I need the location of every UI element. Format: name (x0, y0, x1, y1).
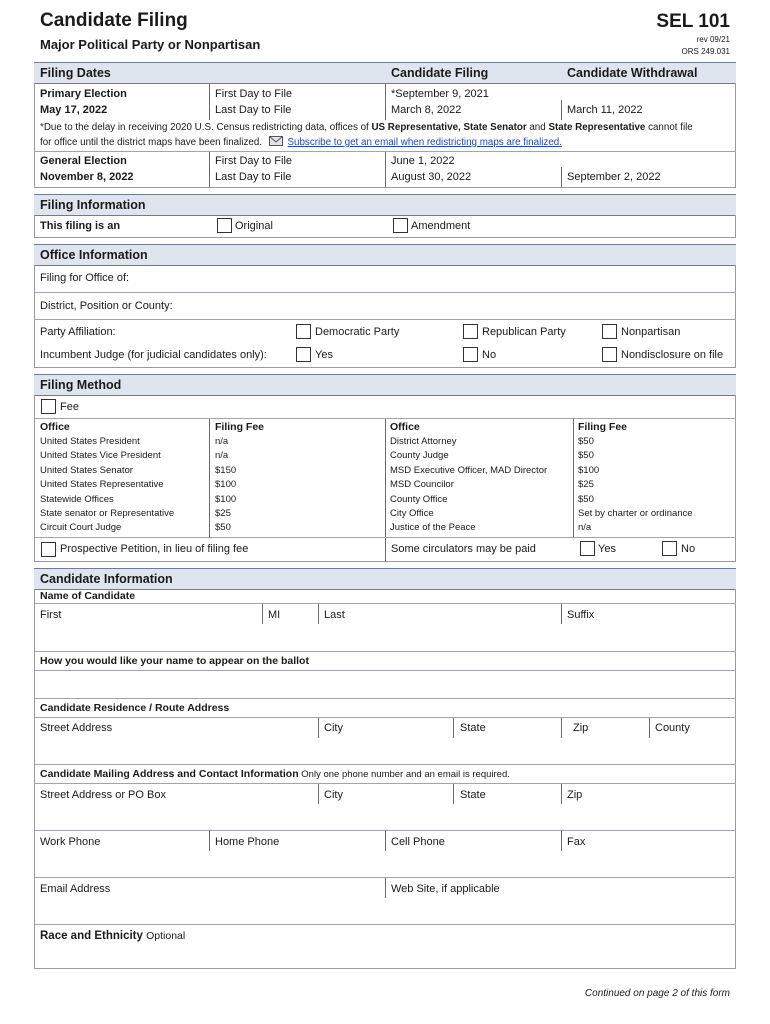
fee-office-left: United States Vice President (40, 450, 161, 462)
fee-amount-right: $50 (578, 450, 594, 462)
general-last-day-label: Last Day to File (215, 171, 292, 183)
work-phone-field[interactable]: Work Phone (40, 836, 101, 848)
fee-office-right: County Judge (390, 450, 449, 462)
nonpartisan-checkbox[interactable] (602, 324, 617, 339)
subscribe-link[interactable]: Subscribe to get an email when redistricting maps are finalized. (287, 137, 562, 148)
ballot-name-input[interactable] (40, 674, 730, 696)
circulators-yes-checkbox[interactable] (580, 541, 595, 556)
party-affiliation-label: Party Affiliation: (40, 326, 116, 338)
fee-amount-left: $150 (215, 464, 237, 476)
petition-checkbox[interactable] (41, 542, 56, 557)
candidate-information-title: Candidate Information (40, 572, 173, 586)
middle-initial-field[interactable]: MI (268, 609, 281, 621)
fee-amount-right: n/a (578, 522, 592, 534)
fee-office-left: United States President (40, 436, 140, 447)
office-field[interactable]: Filing for Office of: (40, 272, 130, 284)
residence-state-field[interactable]: State (460, 722, 486, 734)
general-election-date: November 8, 2022 (40, 171, 134, 183)
fee-office-right: MSD Executive Officer, MAD Director (390, 464, 548, 476)
nondisclosure-checkbox[interactable] (602, 347, 617, 362)
democratic-label: Democratic Party (315, 326, 400, 338)
first-name-field[interactable]: First (40, 609, 62, 621)
mailing-address-label: Candidate Mailing Address and Contact Information Only one phone number and an email is required. (40, 768, 510, 780)
fee-amount-right: $50 (578, 436, 594, 447)
filing-dates-header (34, 62, 736, 84)
fee-amount-left: n/a (215, 436, 229, 447)
name-of-candidate-label: Name of Candidate (40, 590, 136, 602)
original-checkbox[interactable] (217, 218, 232, 233)
candidate-filing-col: Candidate Filing (391, 66, 489, 80)
fee-col-right: Filing Fee (578, 421, 628, 433)
fax-field[interactable]: Fax (567, 836, 586, 848)
suffix-field[interactable]: Suffix (567, 609, 595, 621)
fee-amount-left: $25 (215, 508, 231, 519)
mailing-zip-field[interactable]: Zip (567, 789, 583, 801)
residence-zip-field[interactable]: Zip (573, 722, 589, 734)
office-information-header (34, 244, 736, 266)
primary-election-date: May 17, 2022 (40, 104, 108, 116)
filing-information-row (34, 215, 736, 238)
circulators-yes-label: Yes (598, 543, 616, 555)
judge-yes-label: Yes (315, 349, 333, 361)
district-field[interactable]: District, Position or County: (40, 300, 173, 312)
fee-office-left: United States Senator (40, 464, 133, 476)
fee-office-right: MSD Councilor (390, 479, 454, 491)
form-statute: ORS 249.031 (681, 47, 730, 56)
circulators-label: Some circulators may be paid (391, 543, 536, 555)
last-name-field[interactable]: Last (324, 609, 345, 621)
fee-checkbox[interactable] (41, 399, 56, 414)
redistricting-note: *Due to the delay in receiving 2020 U.S. Census redistricting data, offices of US Representative, State Senator and State Representative cannot file (40, 122, 693, 133)
office-information-title: Office Information (40, 248, 148, 262)
nondisclosure-label: Nondisclosure on file (621, 349, 724, 361)
filing-method-header (34, 374, 736, 396)
home-phone-field[interactable]: Home Phone (215, 836, 280, 848)
filing-type-label: This filing is an (40, 220, 121, 232)
circulators-no-label: No (681, 543, 696, 555)
continued-note: Continued on page 2 of this form (584, 988, 730, 999)
fee-office-right: Justice of the Peace (390, 522, 476, 534)
general-first-day: June 1, 2022 (391, 155, 455, 167)
form-id: SEL 101 (656, 11, 730, 32)
primary-first-day: *September 9, 2021 (391, 88, 489, 100)
fee-amount-right: $100 (578, 464, 600, 476)
website-field[interactable]: Web Site, if applicable (391, 883, 500, 895)
race-ethnicity-label: Race and Ethnicity Optional (40, 930, 186, 942)
nonpartisan-label: Nonpartisan (621, 326, 681, 338)
primary-first-day-label: First Day to File (215, 88, 293, 100)
judge-yes-checkbox[interactable] (296, 347, 311, 362)
filing-information-header (34, 194, 736, 216)
ballot-name-label: How you would like your name to appear on the ballot (40, 655, 309, 667)
residence-street-field[interactable]: Street Address (40, 722, 113, 734)
fee-amount-right: $50 (578, 493, 594, 505)
fee-office-right: District Attorney (390, 436, 457, 447)
residence-address-label: Candidate Residence / Route Address (40, 702, 230, 714)
redistricting-note-line2: for office until the district maps have been finalized. Subscribe to get an email when redistricting maps are finalized. (40, 137, 562, 148)
mailing-state-field[interactable]: State (460, 789, 486, 801)
office-col-left: Office (40, 421, 70, 433)
amendment-checkbox[interactable] (393, 218, 408, 233)
general-last-day: August 30, 2022 (391, 171, 472, 183)
fee-amount-right: $25 (578, 479, 594, 491)
form-subtitle: Major Political Party or Nonpartisan (40, 37, 261, 52)
filing-dates-title: Filing Dates (40, 66, 111, 80)
fee-amount-left: n/a (215, 450, 229, 462)
fee-office-right: County Office (390, 493, 448, 505)
mailing-street-field[interactable]: Street Address or PO Box (40, 789, 166, 801)
filing-method-title: Filing Method (40, 378, 122, 392)
fee-office-left: State senator or Representative (40, 508, 175, 519)
fee-col-left: Filing Fee (215, 421, 265, 433)
republican-label: Republican Party (482, 326, 566, 338)
primary-last-day: March 8, 2022 (391, 104, 462, 116)
original-label: Original (235, 220, 273, 232)
form-revision: rev 09/21 (696, 35, 730, 44)
residence-county-field[interactable]: County (655, 722, 690, 734)
fee-office-right: City Office (390, 508, 434, 519)
residence-city-field[interactable]: City (324, 722, 343, 734)
fee-office-left: United States Representative (40, 479, 164, 491)
judge-no-checkbox[interactable] (463, 347, 478, 362)
fee-office-left: Circuit Court Judge (40, 522, 122, 534)
circulators-no-checkbox[interactable] (662, 541, 677, 556)
cell-phone-field[interactable]: Cell Phone (391, 836, 445, 848)
candidate-information-header (34, 568, 736, 590)
fee-amount-left: $50 (215, 522, 231, 534)
fee-amount-right: Set by charter or ordinance (578, 508, 693, 519)
petition-label: Prospective Petition, in lieu of filing fee (60, 543, 249, 555)
incumbent-judge-label: Incumbent Judge (for judicial candidates only): (40, 349, 267, 361)
democratic-checkbox[interactable] (296, 324, 311, 339)
general-first-day-label: First Day to File (215, 155, 293, 167)
judge-no-label: No (482, 349, 497, 361)
primary-election-label: Primary Election (40, 88, 127, 100)
primary-withdrawal: March 11, 2022 (567, 104, 643, 116)
filing-information-title: Filing Information (40, 198, 146, 212)
mailing-city-field[interactable]: City (324, 789, 343, 801)
email-icon (269, 136, 283, 146)
form-title: Candidate Filing (40, 10, 188, 31)
candidate-withdrawal-col: Candidate Withdrawal (567, 66, 698, 80)
office-col-right: Office (390, 421, 420, 433)
amendment-label: Amendment (411, 220, 471, 232)
primary-last-day-label: Last Day to File (215, 104, 292, 116)
republican-checkbox[interactable] (463, 324, 478, 339)
fee-amount-left: $100 (215, 493, 237, 505)
general-withdrawal: September 2, 2022 (567, 171, 661, 183)
email-field[interactable]: Email Address (40, 883, 111, 895)
fee-amount-left: $100 (215, 479, 237, 491)
fee-office-left: Statewide Offices (40, 493, 114, 505)
general-election-label: General Election (40, 155, 127, 167)
fee-label: Fee (60, 401, 79, 413)
